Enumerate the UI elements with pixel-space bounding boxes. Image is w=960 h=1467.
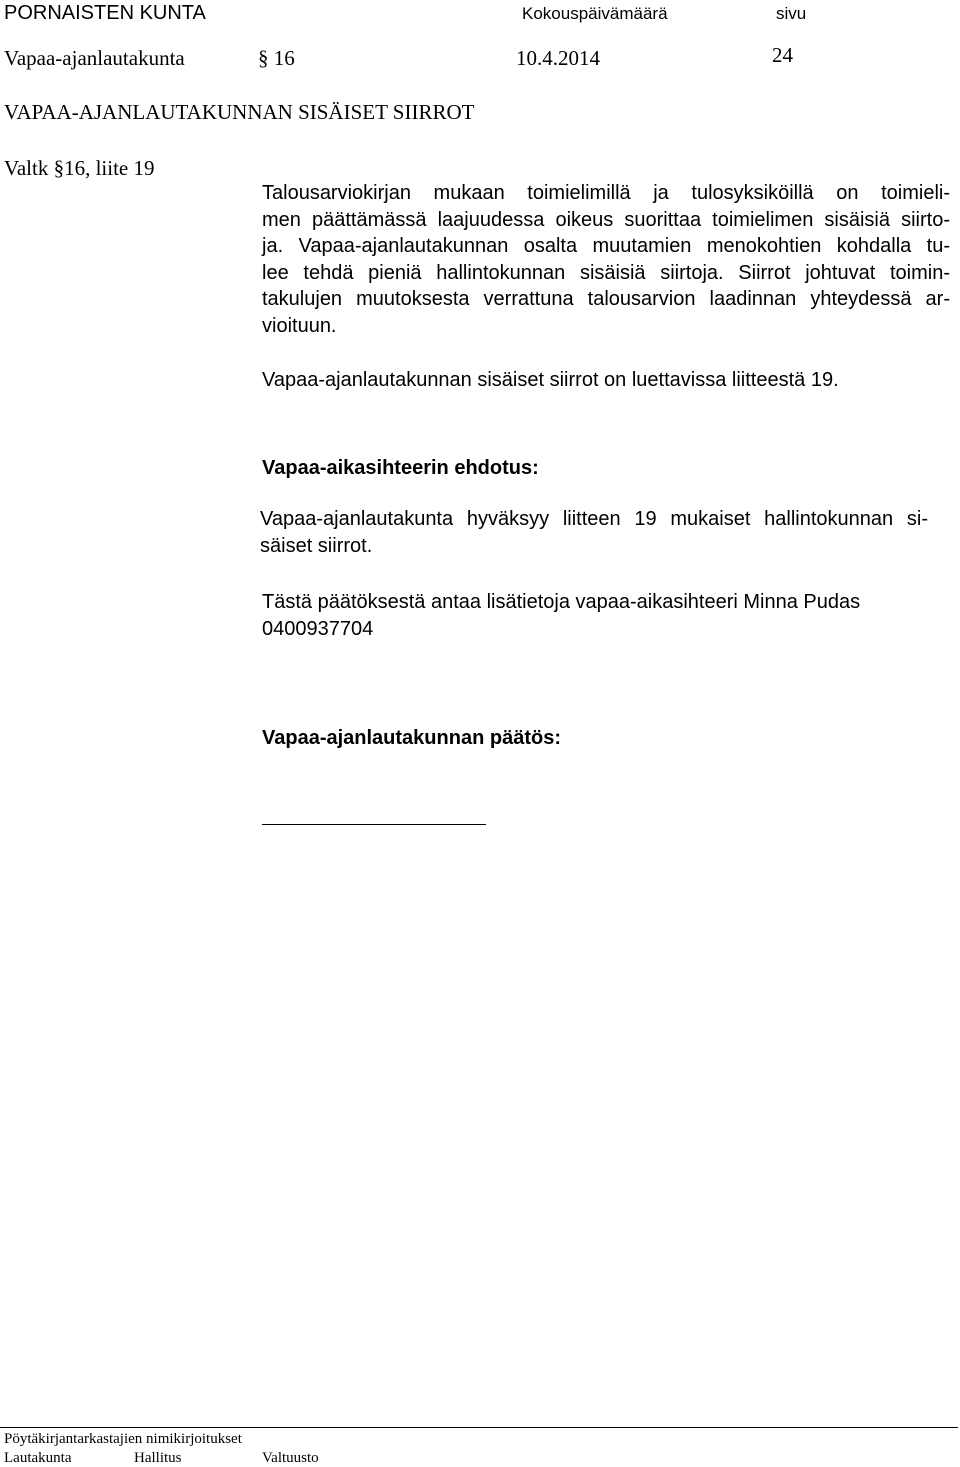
paragraph-line: men päättämässä laajuudessa oikeus suorittaa toimielimen sisäisiä siirto- [262,208,950,231]
proposal-heading: Vapaa-aikasihteerin ehdotus: [262,457,539,479]
footer-body-government: Hallitus [134,1450,182,1466]
contact-info [262,589,950,643]
organization-name: PORNAISTEN KUNTA [4,2,206,24]
body-paragraph [262,180,950,339]
paragraph-line: lee tehdä pieniä hallintokunnan sisäisiä siirtoja. Siirrot johtuvat toimin- [262,261,950,284]
paragraph-line: Vapaa-ajanlautakunta hyväksyy liitteen 19 mukaiset hallintokunnan si- [260,508,928,530]
paragraph-line: Tästä päätöksestä antaa lisätietoja vapaa-aikasihteeri Minna Pudas [262,591,861,613]
attachment-note [262,367,950,394]
paragraph-line: Vapaa-ajanlautakunnan sisäiset siirrot on luettavissa liitteestä 19. [262,369,839,391]
paragraph-line: ja. Vapaa-ajanlautakunnan osalta muutamien menokohtien kohdalla tu- [262,235,950,257]
proposal-text [260,506,928,560]
decision-blank-line [262,824,486,825]
paragraph-line: Talousarviokirjan mukaan toimielimillä ja tulosyksiköillä on toimieli- [262,182,950,204]
body-name: Vapaa-ajanlautakunta [4,46,185,70]
reference-line: Valtk §16, liite 19 [4,156,155,180]
document-title: VAPAA-AJANLAUTAKUNNAN SISÄISET SIIRROT [4,100,475,124]
page-label: sivu [776,4,807,23]
paragraph-line: takulujen muutoksesta verrattuna talousarvion laadinnan yhteydessä ar- [262,288,950,310]
paragraph-line: 0400937704 [262,618,374,640]
date-label: Kokouspäivämäärä [522,4,668,23]
meeting-date: 10.4.2014 [516,46,600,70]
decision-heading: Vapaa-ajanlautakunnan päätös: [262,727,561,749]
page-number: 24 [772,43,793,67]
signatures-label: Pöytäkirjantarkastajien nimikirjoitukset [4,1431,242,1447]
footer-divider [0,1427,958,1428]
paragraph-line: säiset siirrot. [260,535,373,557]
footer-body-board: Lautakunta [4,1450,72,1466]
paragraph-line: vioituun. [262,314,337,337]
paragraph-number: § 16 [258,46,295,70]
footer-body-council: Valtuusto [262,1450,319,1466]
